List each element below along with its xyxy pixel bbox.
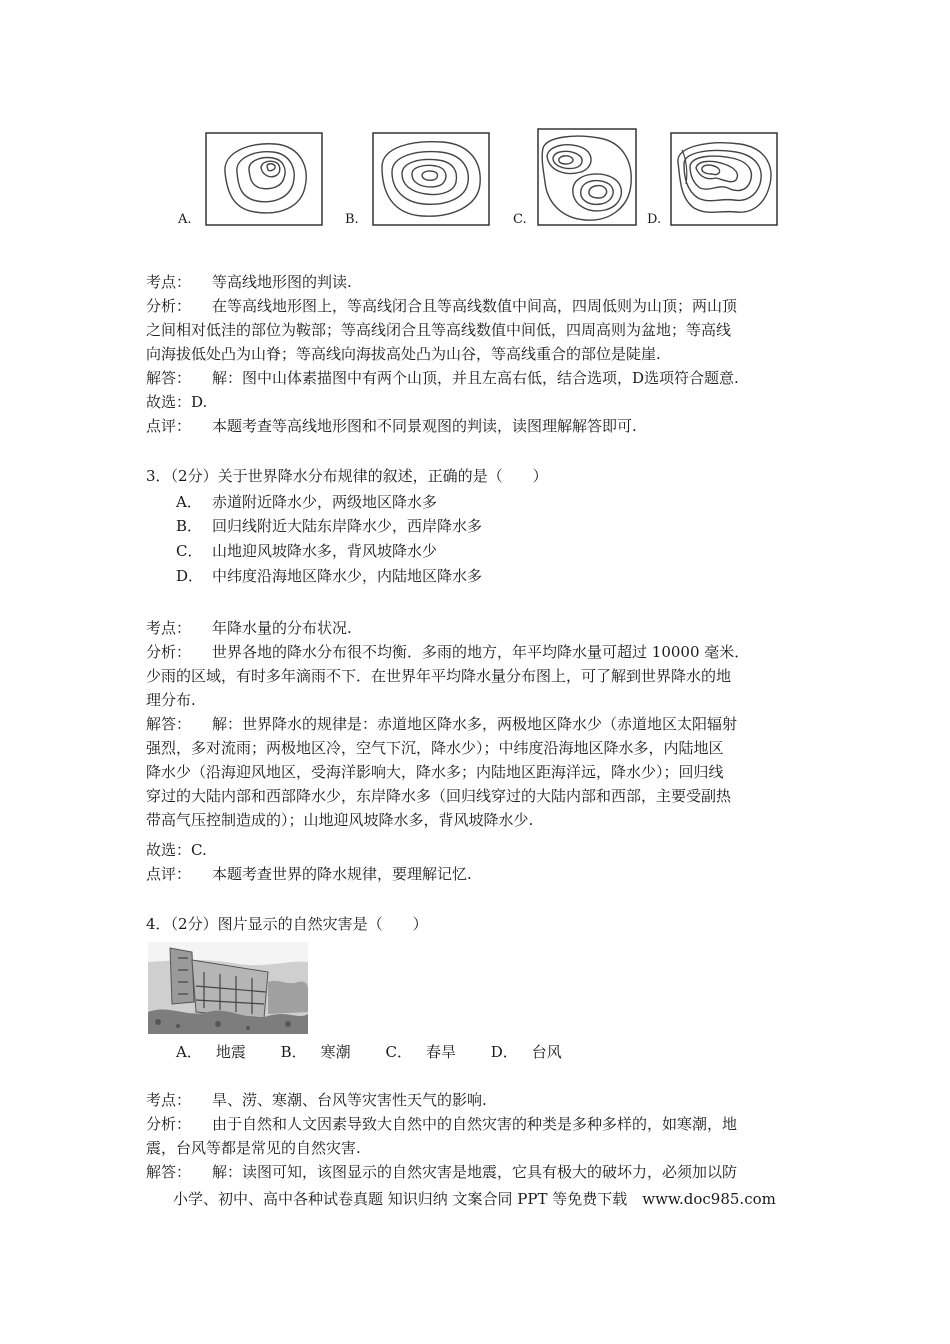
q3-dianping: 点评： 本题考查世界的降水规律，要理解记忆.: [146, 865, 472, 883]
q4-option-c[interactable]: C． 春旱: [385, 1043, 456, 1061]
q3-jieda-1: 解答： 解：世界降水的规律是：赤道地区降水多，两极地区降水少（赤道地区太阳辐射: [146, 715, 738, 733]
q3-fenxi-2: 少雨的区域，有时多年滴雨不下．在世界年平均降水量分布图上，可了解到世界降水的地: [146, 667, 732, 685]
q4-option-a[interactable]: A． 地震: [176, 1043, 246, 1061]
q2-guxuan: 故选：D.: [146, 393, 208, 411]
q3-jieda-3: 降水少（沿海迎风地区，受海洋影响大，降水多；内陆地区距海洋远，降水少）；回归线: [146, 763, 724, 781]
q4-jieda: 解答： 解：读图可知，该图显示的自然灾害是地震，它具有极大的破坏力，必须加以防: [146, 1163, 738, 1181]
q2-jieda: 解答： 解：图中山体素描图中有两个山顶，并且左高右低，结合选项，D选项符合题意.: [146, 369, 739, 387]
q3-option-a[interactable]: A． 赤道附近降水少，两级地区降水多: [176, 493, 438, 511]
page-footer: 小学、初中、高中各种试卷真题 知识归纳 文案合同 PPT 等免费下载 www.doc985.com: [173, 1190, 776, 1208]
q4-option-d[interactable]: D． 台风: [490, 1043, 562, 1061]
q3-option-d[interactable]: D． 中纬度沿海地区降水少，内陆地区降水多: [176, 567, 483, 585]
earthquake-photo: [148, 942, 308, 1034]
q4-fenxi-2: 震，台风等都是常见的自然灾害.: [146, 1139, 361, 1157]
option-b-label: B.: [345, 212, 359, 227]
q2-fenxi-2: 之间相对低洼的部位为鞍部；等高线闭合且等高线数值中间低，四周高则为盆地；等高线: [146, 321, 732, 339]
contour-map-b: [372, 132, 490, 226]
q3-option-c[interactable]: C． 山地迎风坡降水多，背风坡降水少: [176, 542, 438, 560]
q2-dianping: 点评： 本题考查等高线地形图和不同景观图的判读，读图理解解答即可.: [146, 417, 637, 435]
q4-fenxi-1: 分析： 由于自然和人文因素导致大自然中的自然灾害的种类是多种多样的，如寒潮，地: [146, 1115, 738, 1133]
q4-stem: 4．（2分）图片显示的自然灾害是（ ）: [146, 915, 428, 933]
q2-fenxi-1: 分析： 在等高线地形图上，等高线闭合且等高线数值中间高，四周低则为山顶；两山顶: [146, 297, 738, 315]
q2-kaodian: 考点： 等高线地形图的判读.: [146, 273, 352, 291]
q3-jieda-5: 带高气压控制造成的）；山地迎风坡降水多，背风坡降水少.: [146, 811, 534, 829]
option-c-label: C.: [513, 212, 527, 227]
q3-stem: 3．（2分）关于世界降水分布规律的叙述，正确的是（ ）: [146, 467, 548, 485]
q3-option-b[interactable]: B． 回归线附近大陆东岸降水少，西岸降水多: [176, 517, 483, 535]
option-a-label: A.: [178, 212, 192, 227]
q3-jieda-2: 强烈，多对流雨；两极地区冷，空气下沉，降水少）；中纬度沿海地区降水多，内陆地区: [146, 739, 724, 757]
contour-map-a: [205, 132, 323, 226]
q2-fenxi-3: 向海拔低处凸为山脊；等高线向海拔高处凸为山谷，等高线重合的部位是陡崖.: [146, 345, 661, 363]
q3-fenxi-3: 理分布.: [146, 691, 196, 709]
q3-kaodian: 考点： 年降水量的分布状况.: [146, 619, 352, 637]
option-d-label: D.: [647, 212, 662, 227]
q4-option-b[interactable]: B． 寒潮: [280, 1043, 351, 1061]
q4-kaodian: 考点： 旱、涝、寒潮、台风等灾害性天气的影响.: [146, 1091, 487, 1109]
q3-fenxi-1: 分析： 世界各地的降水分布很不均衡．多雨的地方，年平均降水量可超过 10000 毫米．: [146, 643, 750, 661]
contour-map-c: [537, 128, 637, 226]
q3-guxuan: 故选：C.: [146, 841, 207, 859]
q4-options: [176, 1040, 592, 1064]
contour-map-d: [670, 132, 778, 226]
q3-jieda-4: 穿过的大陆内部和西部降水少，东岸降水多（回归线穿过的大陆内部和西部，主要受副热: [146, 787, 732, 805]
